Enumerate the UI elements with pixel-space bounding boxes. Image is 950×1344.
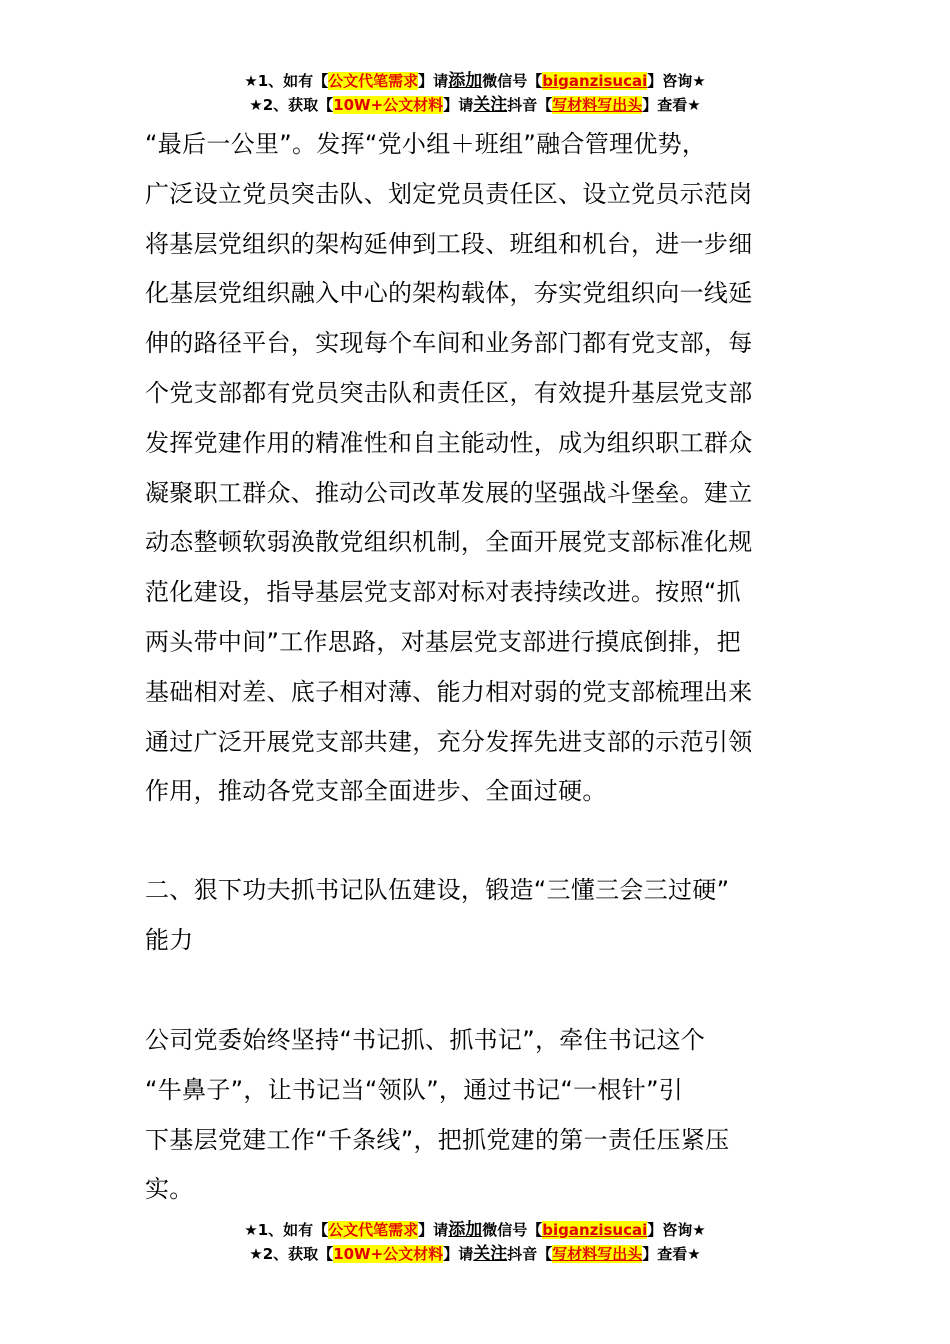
wechat-id: biganzisucai: [542, 72, 648, 90]
text-line: 公司党委始终坚持“书记抓、抓书记”，牵住书记这个: [145, 1026, 706, 1054]
text-line: 凝聚职工群众、推动公司改革发展的坚强战斗堡垒。建立: [145, 478, 753, 507]
text-line: 化基层党组织融入中心的架构载体，夯实党组织向一线延: [145, 279, 753, 308]
paragraph-2: [145, 1016, 815, 1215]
text-line: 基础相对差、底子相对薄、能力相对弱的党支部梳理出来: [145, 677, 753, 706]
highlight: 公文代笔需求: [328, 72, 419, 90]
paragraph-1: [145, 120, 815, 817]
text: 】请: [443, 1245, 474, 1263]
text: 添加: [448, 71, 483, 91]
promo-line-1: [0, 69, 950, 93]
text-line: 伸的路径平台，实现每个车间和业务部门都有党支部，每: [145, 329, 753, 358]
text: 】请: [418, 1221, 449, 1239]
text-line: 实。: [145, 1175, 194, 1204]
text: 添加: [448, 1220, 483, 1240]
text: 】查看★: [642, 96, 701, 114]
text-line: “牛鼻子”，让书记当“领队”，通过书记“一根针”引: [145, 1075, 684, 1104]
text-line: 个党支部都有党员突击队和责任区，有效提升基层党支部: [145, 378, 753, 407]
text: 抖音【: [507, 1245, 553, 1263]
promo-line-2: [0, 1242, 950, 1266]
text: 关注: [473, 95, 508, 115]
promo-line-1: [0, 1218, 950, 1242]
text-line: 发挥党建作用的精准性和自主能动性，成为组织职工群众: [145, 428, 753, 457]
highlight: 10W+公文材料: [333, 96, 444, 114]
text: ★2、获取【: [249, 1245, 334, 1263]
text: 】请: [418, 72, 449, 90]
wechat-id: biganzisucai: [542, 1221, 648, 1239]
text: 关注: [473, 1244, 508, 1264]
text: 抖音【: [507, 96, 553, 114]
text-line: 广泛设立党员突击队、划定党员责任区、设立党员示范岗: [145, 179, 753, 208]
highlight: 10W+公文材料: [333, 1245, 444, 1263]
text: 微信号【: [482, 1221, 543, 1239]
text-line: 动态整顿软弱涣散党组织机制，全面开展党支部标准化规: [145, 528, 753, 557]
text: ★1、如有【: [244, 72, 329, 90]
text: ★2、获取【: [249, 96, 334, 114]
text-line: 通过广泛开展党支部共建，充分发挥先进支部的示范引领: [145, 727, 753, 756]
douyin-id: 写材料写出头: [552, 96, 643, 114]
douyin-id: 写材料写出头: [552, 1245, 643, 1263]
text-line: 下基层党建工作“千条线”，把抓党建的第一责任压紧压: [145, 1125, 730, 1154]
text-line: 两头带中间”工作思路，对基层党支部进行摸底倒排，把: [145, 627, 741, 656]
text-line: “最后一公里”。发挥“党小组＋班组”融合管理优势，: [145, 130, 707, 158]
text: 微信号【: [482, 72, 543, 90]
promo-banner-top: [0, 69, 950, 117]
text: 】咨询★: [647, 72, 706, 90]
text-line: 作用，推动各党支部全面进步、全面过硬。: [145, 777, 607, 806]
heading-line: 二、狠下功夫抓书记队伍建设，锻造“三懂三会三过硬”: [145, 876, 730, 904]
text: 】咨询★: [647, 1221, 706, 1239]
text-line: 将基层党组织的架构延伸到工段、班组和机台，进一步细: [145, 229, 753, 258]
text: 】请: [443, 96, 474, 114]
heading-line: 能力: [145, 925, 194, 954]
text: ★1、如有【: [244, 1221, 329, 1239]
promo-banner-bottom: [0, 1218, 950, 1266]
section-heading: [145, 866, 815, 966]
highlight: 公文代笔需求: [328, 1221, 419, 1239]
text-line: 范化建设，指导基层党支部对标对表持续改进。按照“抓: [145, 578, 741, 607]
promo-line-2: [0, 93, 950, 117]
text: 】查看★: [642, 1245, 701, 1263]
